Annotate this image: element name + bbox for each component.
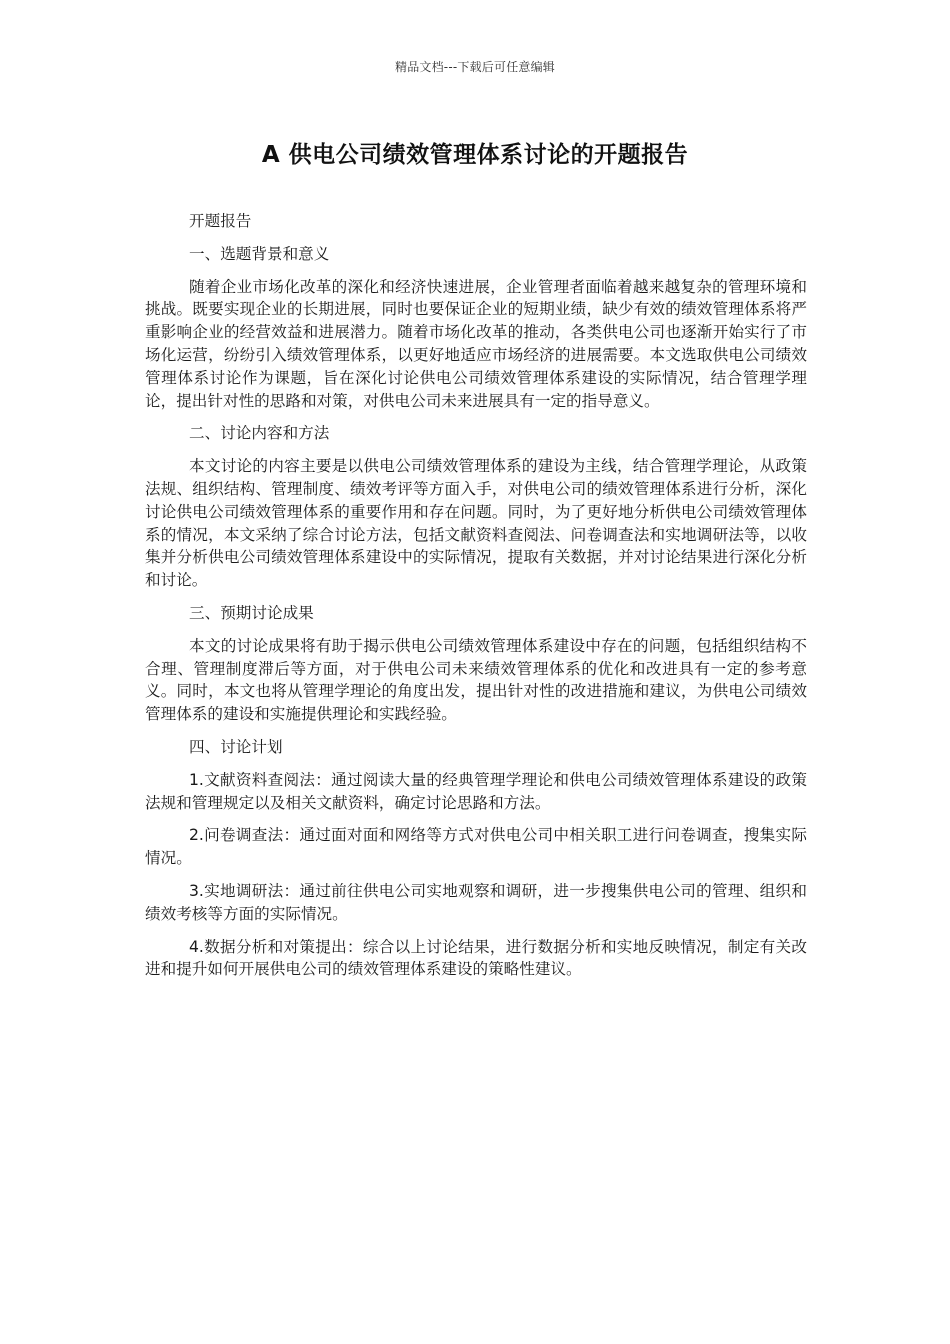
report-label: 开题报告 [189, 212, 252, 230]
plan-item-data-analysis: 4.数据分析和对策提出：综合以上讨论结果，进行数据分析和实地反映情况，制定有关改进和提升如何开展供电公司的绩效管理体系建设的策略性建议。 [145, 937, 807, 979]
section-heading-expected-results: 三、预期讨论成果 [189, 603, 314, 622]
plan-item-field-research: 3.实地调研法：通过前往供电公司实地观察和调研，进一步搜集供电公司的管理、组织和绩效考核等方面的实际情况。 [145, 881, 807, 923]
section-heading-plan: 四、讨论计划 [189, 737, 283, 756]
section-heading-content-methods: 二、讨论内容和方法 [189, 424, 330, 443]
page-header-note: 精品文档---下载后可任意编辑 [395, 60, 555, 74]
paragraph-background: 随着企业市场化改革的深化和经济快速进展，企业管理者面临着越来越复杂的管理环境和挑战。既要实现企业的长期进展，同时也要保证企业的短期业绩，缺少有效的绩效管理体系将严重影响企业的经营效益和进展潜力。随着市场化改革的推动，各类供电公司也逐渐开始实行了市场化运营，纷纷引入绩效管理体系，以更好地适应市场经济的进展需要。本文选取供电公司绩效管理体系讨论作为课题，旨在深化讨论供电公司绩效管理体系建设的实际情况，结合管理学理论，提出针对性的思路和对策，对供电公司未来进展具有一定的指导意义。 [145, 277, 807, 410]
document-title: A 供电公司绩效管理体系讨论的开题报告 [261, 142, 689, 168]
paragraph-expected-results: 本文的讨论成果将有助于揭示供电公司绩效管理体系建设中存在的问题，包括组织结构不合理、管理制度滞后等方面，对于供电公司未来绩效管理体系的优化和改进具有一定的参考意义。同时，本文也将从管理学理论的角度出发，提出针对性的改进措施和建议，为供电公司绩效管理体系的建设和实施提供理论和实践经验。 [145, 636, 807, 724]
document-body [145, 210, 807, 991]
section-heading-background: 一、选题背景和意义 [189, 244, 330, 263]
plan-item-questionnaire: 2.问卷调查法：通过面对面和网络等方式对供电公司中相关职工进行问卷调查，搜集实际情况。 [145, 826, 807, 868]
paragraph-content-methods: 本文讨论的内容主要是以供电公司绩效管理体系的建设为主线，结合管理学理论，从政策法规、组织结构、管理制度、绩效考评等方面入手，对供电公司的绩效管理体系进行分析，深化讨论供电公司绩效管理体系的重要作用和存在问题。同时，为了更好地分析供电公司绩效管理体系的情况，本文采纳了综合讨论方法，包括文献资料查阅法、问卷调查法和实地调研法等，以收集并分析供电公司绩效管理体系建设中的实际情况，提取有关数据，并对讨论结果进行深化分析和讨论。 [145, 457, 807, 590]
plan-item-literature: 1.文献资料查阅法：通过阅读大量的经典管理学理论和供电公司绩效管理体系建设的政策法规和管理规定以及相关文献资料，确定讨论思路和方法。 [145, 770, 807, 812]
